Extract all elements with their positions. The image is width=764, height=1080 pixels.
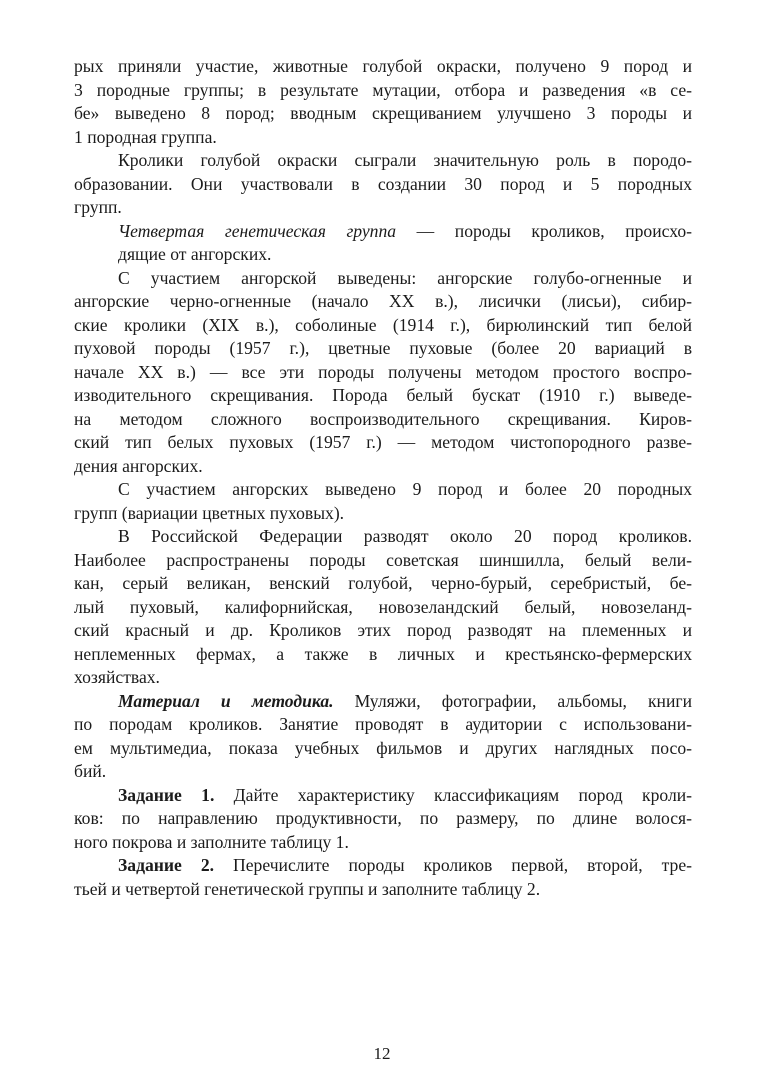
text-line: бе» выведено 8 пород; вводным скрещиванием улучшено 3 породы и	[74, 103, 692, 123]
text-line: ного покрова и заполните таблицу 1.	[74, 831, 349, 852]
text-line: тьей и четвертой генетической группы и заполните таблицу 2.	[74, 878, 541, 899]
text-line: лый пуховый, калифорнийская, новозеландский белый, новозеланд-	[74, 596, 692, 617]
text-run: Дайте характеристику классификациям пород кроли-	[214, 784, 692, 805]
text-line: изводительного скрещивания. Порода белый бускат (1910 г.) выведе-	[74, 385, 692, 405]
task-1-label: Задание 1.	[118, 784, 215, 805]
text-line	[74, 690, 692, 714]
text-line: на методом сложного воспроизводительного скрещивания. Киров-	[74, 408, 692, 429]
text-line: образовании. Они участвовали в создании 30 пород и 5 породных	[74, 173, 692, 194]
text-line: групп.	[74, 197, 122, 217]
text-line: 3 породные группы; в результате мутации, отбора и разведения «в се-	[74, 79, 692, 100]
text-line: В Российской Федерации разводят около 20 пород кроликов.	[118, 526, 692, 546]
text-line: бий.	[74, 761, 107, 781]
text-line	[74, 854, 692, 878]
text-line: начале XX в.) — все эти породы получены методом простого воспро-	[74, 361, 692, 382]
text-run: Перечислите породы кроликов первой, второй, тре-	[214, 855, 692, 875]
text-run: Муляжи, фотографии, альбомы, книги	[333, 690, 692, 711]
text-line: ангорские черно-огненные (начало XX в.), лисички (лисьи), сибир-	[74, 291, 692, 311]
text-line: неплеменных фермах, а также в личных и крестьянско-фермерских	[74, 643, 692, 664]
text-line: ские кролики (XIX в.), соболиные (1914 г.), бирюлинский тип белой	[74, 314, 692, 335]
text-line: дения ангорских.	[74, 455, 203, 476]
text-line: по породам кроликов. Занятие проводят в аудитории с использовани-	[74, 714, 692, 734]
page-number: 12	[373, 1044, 391, 1063]
heading-genetic-group-4: Четвертая генетическая группа	[118, 220, 397, 241]
text-run: — породы кроликов, происхо-	[396, 220, 692, 241]
text-line: дящие от ангорских.	[118, 244, 272, 264]
text-line: хозяйствах.	[74, 667, 160, 687]
text-line: Наиболее распространены породы советская шиншилла, белый вели-	[74, 549, 692, 570]
task-2-label: Задание 2.	[118, 855, 215, 875]
text-line: Кролики голубой окраски сыграли значительную роль в породо-	[118, 150, 692, 170]
text-line: кан, серый великан, венский голубой, черно-бурый, серебристый, бе-	[74, 573, 692, 593]
text-line: ем мультимедиа, показа учебных фильмов и других наглядных посо-	[74, 737, 692, 758]
text-line: пуховой породы (1957 г.), цветные пуховые (более 20 вариаций в	[74, 338, 692, 358]
text-line: ский красный и др. Кроликов этих пород разводят на племенных и	[74, 620, 692, 640]
text-line: С участием ангорских выведено 9 пород и более 20 породных	[118, 479, 692, 499]
text-line: групп (вариации цветных пуховых).	[74, 502, 345, 523]
heading-materials-methods: Материал и методика.	[118, 690, 334, 711]
text-line: ков: по направлению продуктивности, по размеру, по длине волося-	[74, 808, 692, 828]
body-text	[74, 55, 692, 901]
text-line	[74, 784, 692, 808]
text-line: 1 породная группа.	[74, 126, 217, 147]
text-line: рых приняли участие, животные голубой окраски, получено 9 пород и	[74, 56, 692, 76]
text-line: С участием ангорской выведены: ангорские голубо-огненные и	[118, 267, 692, 288]
text-line: ский тип белых пуховых (1957 г.) — методом чистопородного разве-	[74, 432, 692, 452]
text-line	[74, 220, 692, 244]
